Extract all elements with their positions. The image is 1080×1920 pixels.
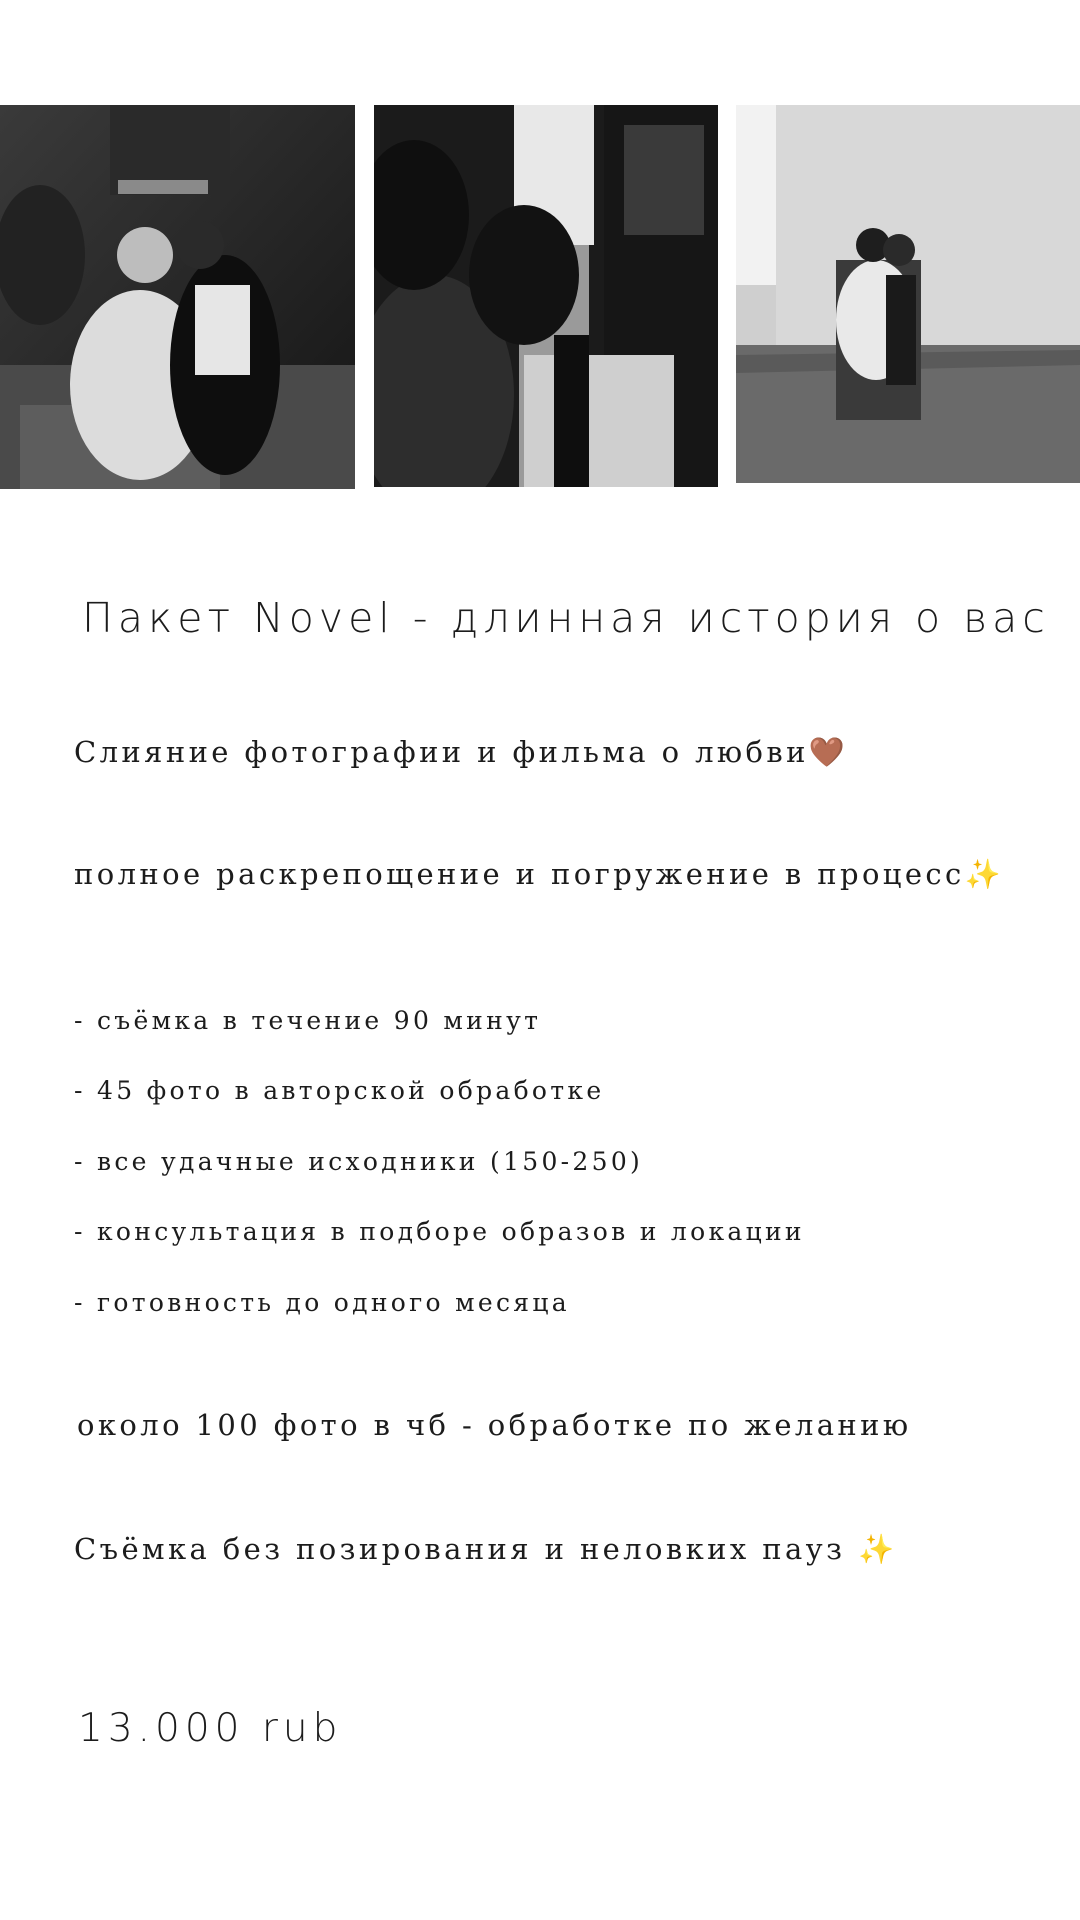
feature-item: - готовность до одного месяца bbox=[74, 1288, 570, 1317]
feature-item: - 45 фото в авторской обработке bbox=[74, 1076, 605, 1105]
couple-kiss-window-photo bbox=[374, 105, 718, 487]
couple-on-rug-photo bbox=[0, 105, 355, 489]
no-posing-note: Съёмка без позирования и неловких пауз ✨ bbox=[74, 1532, 898, 1566]
extra-bw-photos: около 100 фото в чб - обработке по желанию bbox=[77, 1408, 912, 1442]
couple-on-chair-photo bbox=[736, 105, 1080, 483]
feature-item: - все удачные исходники (150-250) bbox=[74, 1147, 644, 1176]
feature-item: - консультация в подборе образов и локации bbox=[74, 1217, 805, 1246]
package-title: Пакет Novel - длинная история о вас bbox=[82, 594, 1050, 642]
tagline-immersion: полное раскрепощение и погружение в процесс✨ bbox=[74, 857, 1005, 891]
price: 13.000 rub bbox=[78, 1706, 343, 1751]
tagline-love-film: Слияние фотографии и фильма о любви🤎 bbox=[74, 735, 849, 769]
feature-item: - съёмка в течение 90 минут bbox=[74, 1006, 542, 1035]
